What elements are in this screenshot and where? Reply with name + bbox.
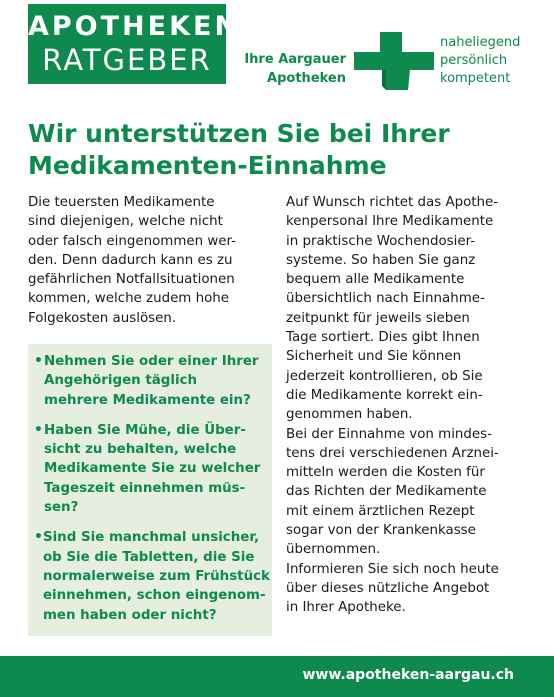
question-item [34,528,268,624]
text-line: jederzeit kontrollieren, ob Sie [286,368,483,384]
text-line: mehrere Medikamente ein? [44,392,251,408]
text-line: Nehmen Sie oder einer Ihrer [44,354,259,369]
text-line: Angehörigen täglich [44,373,198,389]
text-line: bequem alle Medikamente [286,272,465,288]
text-line: Sind Sie manchmal unsicher, [42,530,260,546]
text-line: mit einem ärztlichen Rezept [286,503,475,519]
text-line: Tageszeit einnehmen müs- [44,480,246,496]
logo-line-1: APOTHEKEN [28,11,241,42]
text-line: sogar von der Krankenkasse [286,523,476,539]
slogan-line: kompetent [440,71,511,86]
pharmacy-cross-icon [352,30,436,92]
service-paragraph [286,193,536,618]
text-line: sicht zu behalten, welche [44,442,237,458]
text-line: mitteln werden die Kosten für [286,465,485,481]
bullet-icon: • [34,421,43,438]
text-line: übersichtlich nach Einnahme- [286,291,485,307]
title-line: Medikamenten-Einnahme [28,151,387,180]
text-line: Auf Wunsch richtet das Apothe- [286,195,499,210]
website-link[interactable]: www.apotheken-aargau.ch [302,667,514,683]
title-line: Wir unterstützen Sie bei Ihrer [28,119,450,148]
footer-bar [0,656,554,697]
text-line: Informieren Sie sich noch heute [286,561,499,577]
text-line: übernommen. [286,542,381,558]
text-line: den. Denn dadurch kann es zu [28,252,233,268]
text-line: systeme. So haben Sie ganz [286,252,476,268]
text-line: men haben oder nicht? [42,607,217,623]
text-line: sen? [44,500,79,516]
text-line: Die teuersten Medikamente [28,195,215,210]
text-line: Bei der Einnahme von mindes- [286,426,492,442]
text-line: ob Sie die Tabletten, die Sie [42,549,255,565]
region-label [240,50,346,88]
slogan-line: persönlich [440,53,508,68]
text-line: einnehmen, schon eingenom- [42,588,266,604]
ratgeber-logo [28,4,241,84]
text-line: in Ihrer Apotheke. [286,600,406,616]
slogan-line: naheliegend [440,35,521,50]
text-line: in praktische Wochendosier- [286,233,476,249]
text-line: sind diejenigen, welche nicht [28,214,223,230]
region-line-2: Apotheken [267,71,346,86]
text-line: Haben Sie Mühe, die Über- [44,422,246,438]
text-line: gefährlichen Notfallsituationen [28,272,235,288]
text-line: Medikamente Sie zu welcher [44,461,261,477]
text-line: Folgekosten auslösen. [28,310,177,326]
article-title [28,118,538,182]
text-line: über dieses nützliche Angebot [286,580,490,596]
text-line: oder falsch eingenommen wer- [28,233,237,249]
text-line: Sicherheit und Sie können [286,349,462,365]
bullet-icon: • [34,353,43,369]
question-box [28,344,272,636]
text-line: tens drei verschiedenen Arznei- [286,445,499,461]
text-line: Tage sortiert. Dies gibt Ihnen [286,330,480,346]
region-line-1: Ihre Aargauer [244,52,346,67]
bullet-icon: • [34,529,43,546]
text-line: das Richten der Medikamente [286,484,487,500]
question-item [34,421,268,517]
text-line: die Medikamente korrekt ein- [286,387,483,403]
text-line: zeitpunkt für jeweils sieben [286,310,470,326]
text-line: genommen haben. [286,407,413,423]
logo-line-2: RATGEBER [42,43,212,77]
text-line: normalerweise zum Frühstück [42,568,270,584]
slogan [440,34,552,88]
question-item [34,352,268,410]
intro-paragraph [28,193,278,328]
text-line: kenpersonal Ihre Medikamente [286,214,494,230]
text-line: kommen, welche zudem hohe [28,291,230,307]
